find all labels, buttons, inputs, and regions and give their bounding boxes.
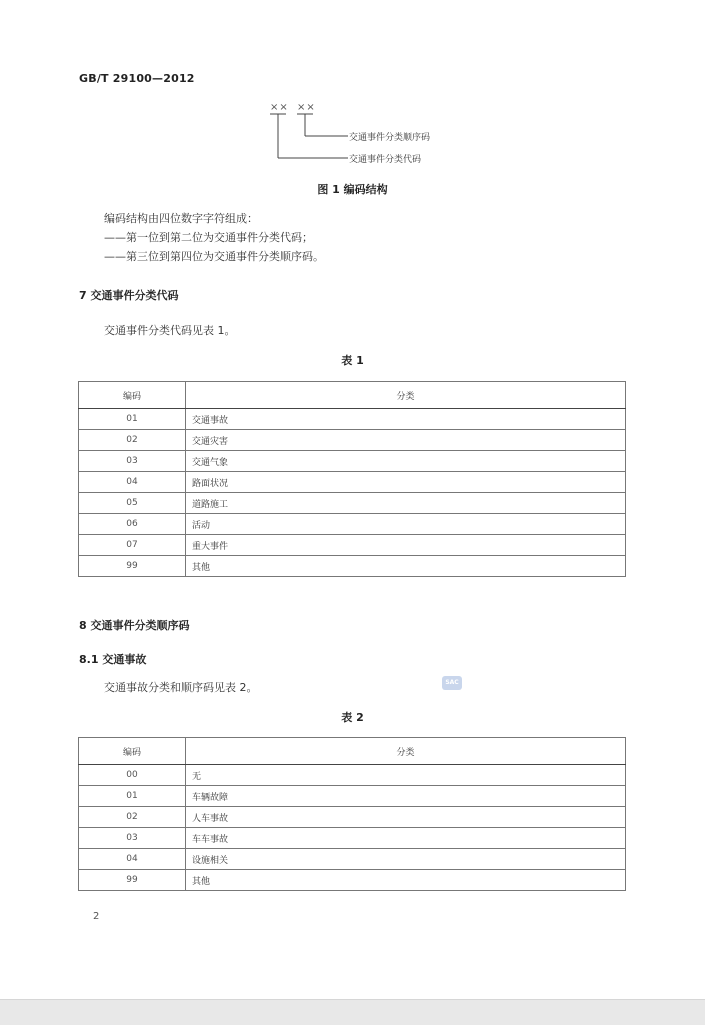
standard-code-header: GB/T 29100—2012 [79,72,195,85]
category-cell: 无 [186,765,626,786]
code-cell: 02 [79,430,186,451]
category-cell: 活动 [186,514,626,535]
table-row [79,493,626,514]
table-row [79,807,626,828]
category-cell: 交通气象 [186,451,626,472]
category-cell: 交通事故 [186,409,626,430]
code-cell: 04 [79,849,186,870]
table-header-category: 分类 [186,382,626,409]
category-cell: 交通灾害 [186,430,626,451]
table-row [79,786,626,807]
category-cell: 人车事故 [186,807,626,828]
table-2-caption: 表 2 [341,711,364,724]
code-cell: 01 [79,409,186,430]
code-cell: 02 [79,807,186,828]
code-cell: 07 [79,535,186,556]
table-row [79,451,626,472]
table-row [79,828,626,849]
figure-code-left: ×× [270,102,289,113]
table-row [79,849,626,870]
code-cell: 99 [79,870,186,891]
table-row [79,430,626,451]
code-cell: 04 [79,472,186,493]
category-cell: 车车事故 [186,828,626,849]
code-cell: 03 [79,828,186,849]
table-header-code: 编码 [79,382,186,409]
figure-label-sequence: 交通事件分类顺序码 [349,133,431,143]
table-2 [78,737,626,891]
figure-1-caption: 图 1 编码结构 [317,183,388,196]
page-number: 2 [93,911,100,922]
category-cell: 重大事件 [186,535,626,556]
table-header-category: 分类 [186,738,626,765]
table-header-row [79,382,626,409]
section-7-text: 交通事件分类代码见表 1。 [104,324,236,337]
section-7-heading: 7 交通事件分类代码 [79,289,179,302]
intro-line-3: ——第三位到第四位为交通事件分类顺序码。 [104,250,324,263]
category-cell: 车辆故障 [186,786,626,807]
table-1 [78,381,626,577]
intro-line-1: 编码结构由四位数字字符组成： [104,212,258,225]
viewer-bottom-bar [0,999,705,1025]
category-cell: 道路施工 [186,493,626,514]
table-row [79,556,626,577]
table-header-row [79,738,626,765]
category-cell: 其他 [186,870,626,891]
table-row [79,514,626,535]
category-cell: 路面状况 [186,472,626,493]
category-cell: 设施相关 [186,849,626,870]
sac-watermark-logo: SAC [442,676,462,690]
intro-line-2: ——第一位到第二位为交通事件分类代码； [104,231,313,244]
section-8-1-heading: 8.1 交通事故 [79,653,147,666]
category-cell: 其他 [186,556,626,577]
section-8-1-text: 交通事故分类和顺序码见表 2。 [104,681,258,694]
table-row [79,765,626,786]
coding-structure-figure [262,100,462,172]
table-1-caption: 表 1 [341,354,364,367]
table-header-code: 编码 [79,738,186,765]
table-row [79,409,626,430]
table-row [79,472,626,493]
figure-code-right: ×× [297,102,316,113]
table-row [79,535,626,556]
code-cell: 03 [79,451,186,472]
code-cell: 05 [79,493,186,514]
code-cell: 01 [79,786,186,807]
code-cell: 06 [79,514,186,535]
table-row [79,870,626,891]
figure-label-category: 交通事件分类代码 [349,155,422,165]
section-8-heading: 8 交通事件分类顺序码 [79,619,190,632]
code-cell: 00 [79,765,186,786]
code-cell: 99 [79,556,186,577]
